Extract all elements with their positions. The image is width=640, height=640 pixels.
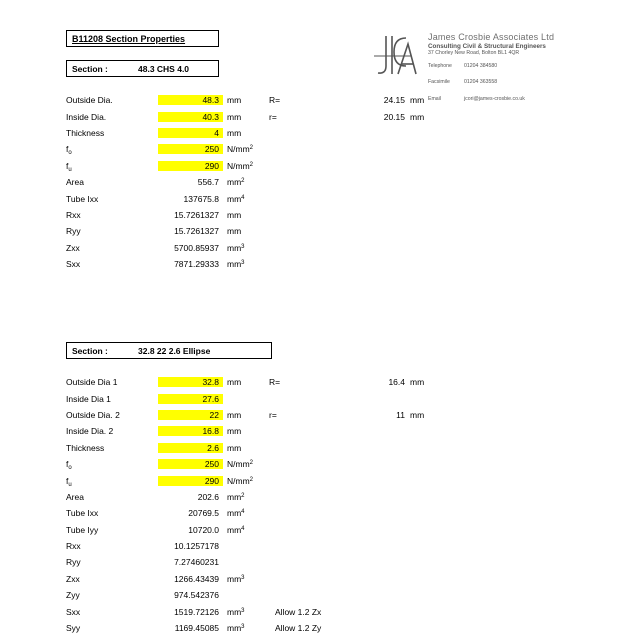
property-label-subscript: o: [68, 465, 72, 472]
table-row: [66, 256, 445, 272]
property-label-subscript: o: [68, 150, 72, 157]
property-note: Allow 1.2 Zy: [275, 623, 322, 634]
section-properties-table-1: [66, 92, 445, 272]
table-row: [66, 603, 445, 619]
radius-unit: mm: [410, 409, 425, 420]
table-row: [66, 456, 445, 472]
property-unit: mm: [227, 127, 242, 138]
property-computed-value: 15.7261327: [174, 226, 219, 237]
section-label-1: Section :: [72, 63, 108, 74]
table-row: [66, 108, 445, 124]
property-label: Inside Dia. 2: [66, 426, 114, 437]
unit-exponent: 4: [241, 509, 245, 516]
company-contacts: [428, 58, 568, 107]
company-details: [428, 32, 568, 108]
property-label: Area: [66, 177, 84, 188]
property-unit: mm: [227, 409, 242, 420]
table-row: [66, 587, 445, 603]
property-label: Sxx: [66, 259, 81, 270]
section-label-2: Section :: [72, 345, 108, 356]
property-label: Ryy: [66, 226, 81, 237]
property-unit: mm: [227, 442, 242, 453]
property-computed-value: 15.7261327: [174, 209, 219, 220]
table-row: [66, 223, 445, 239]
property-unit: $mm^2$: [227, 177, 245, 188]
radius-label: r=: [269, 409, 277, 420]
property-label: Sxx: [66, 606, 81, 617]
property-label: Area: [66, 491, 84, 502]
property-unit: $mm^4$: [227, 524, 245, 535]
property-label: Inside Dia 1: [66, 393, 111, 404]
property-input-value[interactable]: 32.8: [158, 377, 223, 387]
table-row: [66, 489, 445, 505]
property-computed-value: 10720.0: [188, 524, 219, 535]
property-input-value[interactable]: 250: [158, 459, 223, 469]
table-row: [66, 125, 445, 141]
property-input-value[interactable]: 22: [158, 410, 223, 420]
radius-label: R=: [269, 377, 281, 388]
property-unit: $mm^2$: [227, 491, 245, 502]
unit-exponent: 4: [241, 525, 245, 532]
unit-exponent: 2: [241, 492, 245, 499]
contact-row: [428, 75, 568, 91]
radius-value: 11: [396, 409, 405, 420]
property-unit: $mm^4$: [227, 193, 245, 204]
property-label: $f_u$: [66, 160, 72, 173]
contact-key: Facsimile: [428, 79, 450, 86]
property-computed-value: 5700.85937: [174, 242, 219, 253]
contact-value: 01204 384580: [464, 62, 498, 69]
property-input-value[interactable]: 16.8: [158, 426, 223, 436]
property-unit: $N/mm^2$: [227, 459, 254, 470]
property-unit: mm: [227, 226, 242, 237]
unit-exponent: 3: [241, 574, 245, 581]
property-unit: mm: [227, 111, 242, 122]
table-row: [66, 390, 445, 406]
table-row: [66, 92, 445, 108]
company-name: James Crosbie Associates Ltd: [428, 32, 555, 42]
property-input-value[interactable]: 250: [158, 144, 223, 154]
property-label-subscript: u: [68, 481, 72, 488]
table-row: [66, 620, 445, 636]
property-input-value[interactable]: 290: [158, 161, 223, 171]
property-unit: mm: [227, 209, 242, 220]
radius-value: 16.4: [388, 377, 405, 388]
property-unit: $N/mm^2$: [227, 144, 254, 155]
contact-value: 01204 363558: [464, 79, 498, 86]
table-row: [66, 472, 445, 488]
company-tagline: Consulting Civil & Structural Engineers: [428, 43, 546, 51]
contact-row: [428, 58, 568, 74]
table-row: [66, 440, 445, 456]
property-unit: mm: [227, 377, 242, 388]
property-input-value[interactable]: 2.6: [158, 443, 223, 453]
table-row: [66, 174, 445, 190]
radius-value: 24.15: [383, 95, 405, 106]
property-computed-value: 137675.8: [183, 193, 219, 204]
property-computed-value: 556.7: [197, 177, 219, 188]
unit-exponent: 4: [241, 194, 245, 201]
property-unit: mm: [227, 95, 242, 106]
section-properties-table-2: [66, 374, 445, 636]
property-computed-value: 1266.43439: [174, 573, 219, 584]
property-input-value[interactable]: 290: [158, 476, 223, 486]
property-unit: mm: [227, 426, 242, 437]
property-unit: $N/mm^2$: [227, 160, 254, 171]
property-label: Zyy: [66, 590, 80, 601]
property-computed-value: 10.1257178: [174, 541, 219, 552]
contact-key: Email: [428, 95, 441, 102]
unit-exponent: 2: [249, 460, 254, 467]
radius-label: R=: [269, 95, 281, 106]
table-row: [66, 190, 445, 206]
property-computed-value: 7.27460231: [174, 557, 219, 568]
company-address: 37 Chorley New Road, Bolton BL1 4QR: [428, 49, 520, 56]
contact-key: Telephone: [428, 62, 452, 69]
section-value-2: 32.8 22 2.6 Ellipse: [138, 345, 211, 356]
property-label: Zxx: [66, 242, 80, 253]
property-input-value[interactable]: 48.3: [158, 95, 223, 105]
property-label: Ryy: [66, 557, 81, 568]
table-row: [66, 423, 445, 439]
property-label: $f_o$: [66, 144, 72, 157]
radius-label: r=: [269, 111, 277, 122]
radius-unit: mm: [410, 377, 425, 388]
property-computed-value: 7871.29333: [174, 259, 219, 270]
table-row: [66, 522, 445, 538]
property-input-value[interactable]: 4: [158, 128, 223, 138]
table-row: [66, 374, 445, 390]
property-note: Allow 1.2 Zx: [275, 606, 322, 617]
property-label: Outside Dia.: [66, 95, 113, 106]
property-unit: $mm^3$: [227, 259, 245, 270]
table-row: [66, 240, 445, 256]
property-label: $f_u$: [66, 475, 72, 488]
property-label: Zxx: [66, 573, 80, 584]
table-row: [66, 158, 445, 174]
property-unit: $mm^3$: [227, 606, 245, 617]
property-computed-value: 202.6: [197, 491, 219, 502]
property-label: Outside Dia. 2: [66, 409, 120, 420]
unit-exponent: 2: [249, 145, 254, 152]
property-input-value[interactable]: 27.6: [158, 394, 223, 404]
property-unit: $mm^3$: [227, 242, 245, 253]
property-unit: $mm^3$: [227, 623, 245, 634]
property-computed-value: 974.542376: [174, 590, 219, 601]
radius-unit: mm: [410, 111, 425, 122]
property-label: Inside Dia.: [66, 111, 107, 122]
table-row: [66, 407, 445, 423]
table-row: [66, 554, 445, 570]
table-row: [66, 571, 445, 587]
radius-value: 20.15: [383, 111, 405, 122]
property-unit: $mm^3$: [227, 573, 245, 584]
property-label: Thickness: [66, 127, 105, 138]
property-unit: $N/mm^2$: [227, 475, 254, 486]
property-computed-value: 20769.5: [188, 508, 219, 519]
section-header-2: [66, 342, 272, 359]
property-computed-value: 1169.45085: [174, 623, 219, 634]
table-row: [66, 505, 445, 521]
unit-exponent: 3: [241, 607, 245, 614]
unit-exponent: 3: [241, 624, 245, 631]
radius-unit: mm: [410, 95, 425, 106]
unit-exponent: 2: [249, 161, 254, 168]
property-computed-value: 1519.72126: [174, 606, 219, 617]
property-unit: $mm^4$: [227, 508, 245, 519]
property-label: Tube Ixx: [66, 193, 99, 204]
property-label: Rxx: [66, 541, 81, 552]
property-label: $f_o$: [66, 459, 72, 472]
property-label: Tube Iyy: [66, 524, 99, 535]
unit-exponent: 3: [241, 243, 245, 250]
unit-exponent: 3: [241, 260, 245, 267]
property-label-subscript: u: [68, 166, 72, 173]
table-row: [66, 141, 445, 157]
page-title: B11208 Section Properties: [72, 33, 186, 44]
property-label: Outside Dia 1: [66, 377, 118, 388]
table-row: [66, 538, 445, 554]
document-title-box: [66, 30, 219, 47]
property-label: Tube Ixx: [66, 508, 99, 519]
property-label: Syy: [66, 623, 81, 634]
section-header-1: [66, 60, 219, 77]
unit-exponent: 2: [249, 476, 254, 483]
table-row: [66, 207, 445, 223]
property-input-value[interactable]: 40.3: [158, 112, 223, 122]
property-label: Rxx: [66, 209, 81, 220]
contact-value: jcori@james-crosbie.co.uk: [464, 95, 525, 102]
unit-exponent: 2: [241, 178, 245, 185]
contact-row: [428, 91, 568, 107]
section-value-1: 48.3 CHS 4.0: [138, 63, 190, 74]
jca-monogram-logo: [368, 30, 418, 80]
property-label: Thickness: [66, 442, 105, 453]
